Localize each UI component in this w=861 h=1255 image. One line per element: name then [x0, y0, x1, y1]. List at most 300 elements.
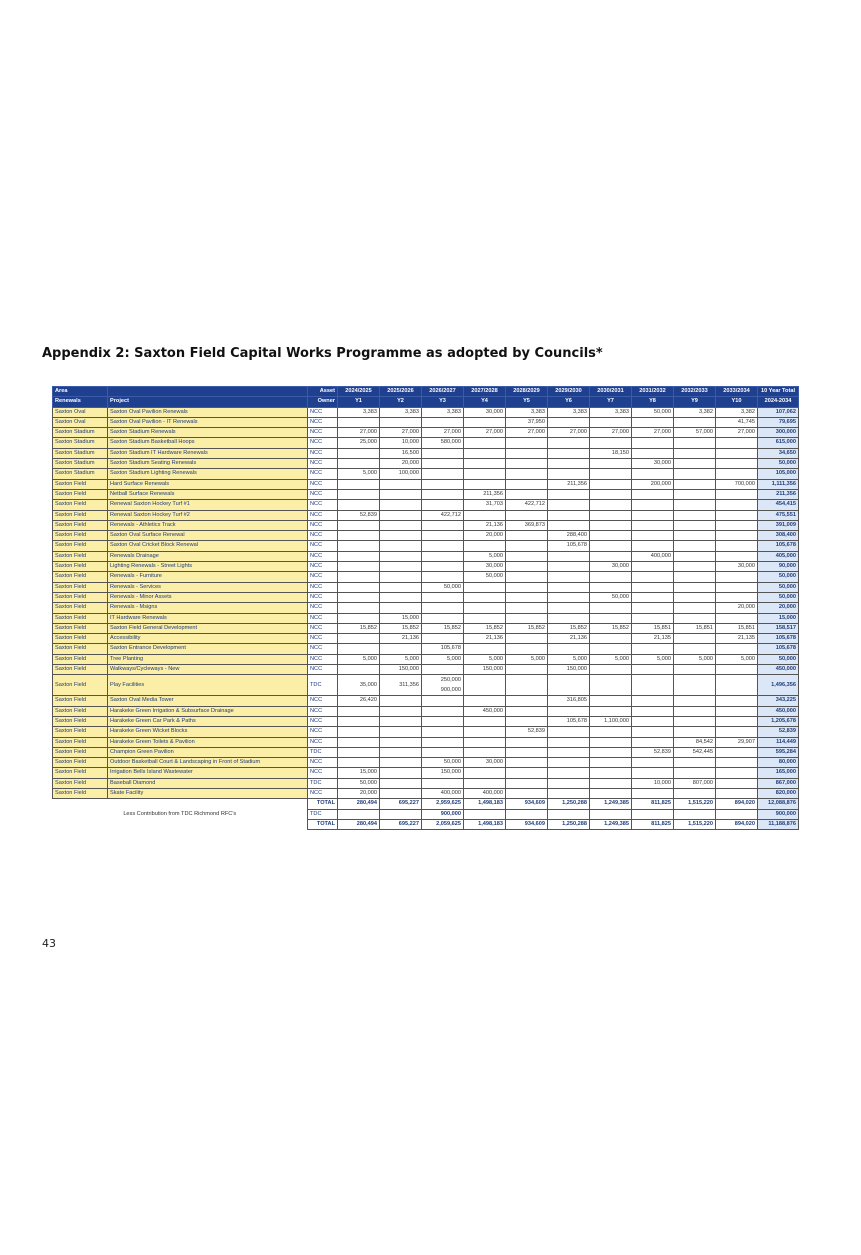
year-value-cell — [590, 758, 632, 768]
year-value-cell: 100,000 — [380, 469, 422, 479]
owner-cell: NCC — [308, 520, 338, 530]
area-cell: Saxton Stadium — [53, 448, 108, 458]
project-cell: Saxton Oval Cricket Block Renewal — [108, 541, 308, 551]
area-cell: Saxton Field — [53, 654, 108, 664]
total-year-value — [716, 809, 758, 819]
year-value-cell — [338, 459, 380, 469]
header-cell: 2024-2034 — [758, 397, 799, 407]
year-value-cell — [464, 510, 506, 520]
year-value-cell — [674, 788, 716, 798]
project-cell: Saxton Oval Pavilion - IT Renewals — [108, 417, 308, 427]
grand-total-value: 900,000 — [758, 809, 799, 819]
total-year-value: 811,825 — [632, 819, 674, 829]
year-value-cell — [422, 417, 464, 427]
total-year-value — [674, 809, 716, 819]
year-value-cell — [548, 603, 590, 613]
year-value-cell — [674, 438, 716, 448]
total-year-value — [632, 809, 674, 819]
year-value-cell — [716, 613, 758, 623]
year-value-cell: 15,852 — [464, 623, 506, 633]
year-value-cell — [590, 582, 632, 592]
year-value-cell — [632, 438, 674, 448]
year-value-cell — [548, 448, 590, 458]
owner-cell: NCC — [308, 459, 338, 469]
year-value-cell — [422, 459, 464, 469]
year-value-cell — [338, 520, 380, 530]
year-value-cell — [380, 562, 422, 572]
row-total-cell: 595,284 — [758, 747, 799, 757]
row-total-cell: 450,000 — [758, 665, 799, 675]
year-value-cell — [464, 747, 506, 757]
header-cell: Asset — [308, 387, 338, 397]
year-value-cell — [590, 469, 632, 479]
total-year-value: 280,494 — [338, 819, 380, 829]
grand-total-value: 12,088,876 — [758, 799, 799, 809]
project-cell: Saxton Oval Pavilion Renewals — [108, 407, 308, 417]
year-value-cell: 3,383 — [338, 407, 380, 417]
year-value-cell — [380, 489, 422, 499]
year-value-cell — [632, 469, 674, 479]
year-value-cell — [632, 768, 674, 778]
year-value-cell — [422, 737, 464, 747]
year-value-cell: 5,000 — [506, 654, 548, 664]
year-value-cell — [422, 489, 464, 499]
header-cell: Y10 — [716, 397, 758, 407]
year-value-cell — [590, 572, 632, 582]
year-value-cell — [548, 788, 590, 798]
table-row — [53, 706, 799, 716]
year-value-cell: 5,000 — [548, 654, 590, 664]
year-value-cell — [632, 562, 674, 572]
year-value-cell — [590, 520, 632, 530]
year-value-cell: 150,000 — [464, 665, 506, 675]
year-value-cell: 27,000 — [716, 428, 758, 438]
year-value-cell: 400,000 — [632, 551, 674, 561]
year-value-cell: 15,851 — [674, 623, 716, 633]
header-cell: Y5 — [506, 397, 548, 407]
grand-total-value: 11,188,876 — [758, 819, 799, 829]
year-value-cell: 15,000 — [380, 613, 422, 623]
table-row — [53, 727, 799, 737]
year-value-cell — [716, 706, 758, 716]
year-value-cell — [422, 500, 464, 510]
year-value-cell — [632, 417, 674, 427]
less-row — [53, 809, 799, 819]
year-value-cell: 29,907 — [716, 737, 758, 747]
owner-cell: NCC — [308, 531, 338, 541]
year-value-cell: 20,000 — [380, 459, 422, 469]
row-total-cell: 1,496,356 — [758, 675, 799, 696]
table-row — [53, 572, 799, 582]
year-value-cell — [380, 758, 422, 768]
header-cell: 2031/2032 — [632, 387, 674, 397]
year-value-cell — [338, 727, 380, 737]
year-value-cell — [380, 716, 422, 726]
year-value-cell: 5,000 — [380, 654, 422, 664]
owner-cell: NCC — [308, 706, 338, 716]
table-row — [53, 747, 799, 757]
year-value-cell — [590, 706, 632, 716]
year-value-cell — [338, 562, 380, 572]
year-value-cell — [548, 510, 590, 520]
table-row — [53, 613, 799, 623]
area-cell: Saxton Field — [53, 500, 108, 510]
year-value-cell — [548, 592, 590, 602]
table-row — [53, 634, 799, 644]
year-value-cell — [422, 448, 464, 458]
year-value-cell: 21,136 — [380, 634, 422, 644]
year-value-cell: 400,000 — [422, 788, 464, 798]
year-value-cell — [338, 572, 380, 582]
year-value-cell — [674, 768, 716, 778]
year-value-cell — [506, 737, 548, 747]
year-value-cell: 5,000 — [590, 654, 632, 664]
year-value-cell: 30,000 — [464, 562, 506, 572]
year-value-cell — [506, 706, 548, 716]
project-cell: Renewals - Services — [108, 582, 308, 592]
year-value-cell: 3,382 — [674, 407, 716, 417]
project-cell: Irrigation Bells Island Wastewater — [108, 768, 308, 778]
year-value-line: 900,000 — [440, 687, 461, 694]
year-value-cell — [380, 551, 422, 561]
year-value-cell: 27,000 — [422, 428, 464, 438]
table-row — [53, 768, 799, 778]
owner-cell: NCC — [308, 768, 338, 778]
area-cell: Saxton Field — [53, 696, 108, 706]
year-value-cell — [632, 510, 674, 520]
year-value-cell — [674, 572, 716, 582]
total-year-value: 280,494 — [338, 799, 380, 809]
year-value-cell — [548, 500, 590, 510]
row-total-cell: 105,678 — [758, 541, 799, 551]
year-value-cell — [506, 531, 548, 541]
total-year-value — [548, 809, 590, 819]
header-cell — [108, 387, 308, 397]
year-value-cell: 288,400 — [548, 531, 590, 541]
year-value-cell: 150,000 — [548, 665, 590, 675]
year-value-cell — [590, 500, 632, 510]
owner-cell: TDC — [308, 675, 338, 696]
year-value-cell — [338, 644, 380, 654]
year-value-cell — [716, 541, 758, 551]
area-cell: Saxton Field — [53, 531, 108, 541]
year-value-cell — [464, 541, 506, 551]
year-value-cell: 15,852 — [506, 623, 548, 633]
year-value-cell — [464, 592, 506, 602]
area-cell: Saxton Field — [53, 788, 108, 798]
table-row — [53, 758, 799, 768]
year-value-cell — [506, 572, 548, 582]
year-value-cell — [716, 644, 758, 654]
total-year-value: 1,249,385 — [590, 799, 632, 809]
year-value-cell: 15,851 — [632, 623, 674, 633]
area-cell: Saxton Oval — [53, 407, 108, 417]
project-cell: Saxton Stadium Seating Renewals — [108, 459, 308, 469]
year-value-cell: 5,000 — [422, 654, 464, 664]
owner-cell: NCC — [308, 510, 338, 520]
row-total-cell: 52,839 — [758, 727, 799, 737]
year-value-cell — [590, 510, 632, 520]
year-value-cell — [590, 788, 632, 798]
row-total-cell: 50,000 — [758, 459, 799, 469]
year-value-cell: 30,000 — [464, 407, 506, 417]
table-body — [53, 407, 799, 830]
table-row — [53, 520, 799, 530]
year-value-cell — [422, 665, 464, 675]
table-row — [53, 603, 799, 613]
year-value-cell: 211,356 — [548, 479, 590, 489]
total-year-value: 1,250,288 — [548, 819, 590, 829]
row-total-cell: 50,000 — [758, 582, 799, 592]
total-year-value — [506, 809, 548, 819]
year-value-cell — [338, 531, 380, 541]
year-value-cell — [716, 531, 758, 541]
year-value-cell — [380, 582, 422, 592]
header-cell: Y9 — [674, 397, 716, 407]
year-value-cell — [548, 747, 590, 757]
year-value-cell — [590, 696, 632, 706]
year-value-cell — [716, 520, 758, 530]
header-cell: Project — [108, 397, 308, 407]
year-value-cell — [548, 551, 590, 561]
owner-cell: NCC — [308, 623, 338, 633]
year-value-cell — [338, 634, 380, 644]
year-value-cell — [590, 768, 632, 778]
year-value-cell — [422, 531, 464, 541]
row-total-cell: 211,356 — [758, 489, 799, 499]
year-value-cell — [716, 696, 758, 706]
total-year-value — [380, 809, 422, 819]
year-value-cell — [590, 737, 632, 747]
year-value-cell — [632, 788, 674, 798]
year-value-cell — [548, 737, 590, 747]
owner-cell: NCC — [308, 562, 338, 572]
year-value-cell — [548, 758, 590, 768]
year-value-cell — [506, 489, 548, 499]
year-value-cell — [506, 758, 548, 768]
total-year-value: 695,227 — [380, 819, 422, 829]
page-number: 43 — [42, 937, 56, 950]
year-value-cell — [506, 675, 548, 696]
year-value-cell: 3,383 — [422, 407, 464, 417]
year-value-cell — [590, 675, 632, 696]
table-row — [53, 500, 799, 510]
year-value-cell — [380, 706, 422, 716]
area-cell: Saxton Field — [53, 582, 108, 592]
year-value-cell — [632, 644, 674, 654]
page-heading: Appendix 2: Saxton Field Capital Works Programme as adopted by Councils* — [42, 346, 603, 361]
year-value-cell — [338, 541, 380, 551]
year-value-cell — [716, 778, 758, 788]
header-cell: 2030/2031 — [590, 387, 632, 397]
row-total-cell: 1,205,678 — [758, 716, 799, 726]
project-cell: Saxton Field General Development — [108, 623, 308, 633]
year-value-cell — [674, 644, 716, 654]
total-year-value: 900,000 — [422, 809, 464, 819]
year-value-cell — [632, 448, 674, 458]
year-value-cell — [716, 788, 758, 798]
year-value-cell — [632, 706, 674, 716]
total-year-value — [338, 809, 380, 819]
project-cell: Saxton Stadium Lighting Renewals — [108, 469, 308, 479]
year-value-cell — [716, 747, 758, 757]
year-value-cell — [674, 520, 716, 530]
owner-cell: NCC — [308, 479, 338, 489]
year-value-cell — [380, 479, 422, 489]
year-value-cell: 25,000 — [338, 438, 380, 448]
year-value-cell — [422, 716, 464, 726]
year-value-cell — [590, 644, 632, 654]
year-value-cell — [464, 582, 506, 592]
area-cell: Saxton Field — [53, 727, 108, 737]
year-value-cell: 50,000 — [464, 572, 506, 582]
year-value-cell: 422,712 — [506, 500, 548, 510]
year-value-cell — [422, 613, 464, 623]
owner-cell: NCC — [308, 654, 338, 664]
owner-cell: TDC — [308, 747, 338, 757]
year-value-cell: 27,000 — [380, 428, 422, 438]
year-value-cell: 15,852 — [338, 623, 380, 633]
area-cell: Saxton Stadium — [53, 469, 108, 479]
year-value-cell — [548, 727, 590, 737]
year-value-cell: 3,383 — [548, 407, 590, 417]
row-total-cell: 308,400 — [758, 531, 799, 541]
total-year-value — [464, 809, 506, 819]
project-cell: Saxton Stadium Basketball Hoops — [108, 438, 308, 448]
year-value-cell — [506, 448, 548, 458]
year-value-cell — [632, 613, 674, 623]
area-cell: Saxton Field — [53, 623, 108, 633]
year-value-cell — [338, 758, 380, 768]
year-value-cell — [422, 562, 464, 572]
year-value-cell — [506, 551, 548, 561]
table-row — [53, 551, 799, 561]
year-value-cell: 26,420 — [338, 696, 380, 706]
header-cell: Renewals — [53, 397, 108, 407]
year-value-cell — [674, 448, 716, 458]
area-cell: Saxton Field — [53, 737, 108, 747]
year-value-cell — [674, 469, 716, 479]
owner-cell: NCC — [308, 603, 338, 613]
year-value-cell — [380, 737, 422, 747]
year-value-cell — [716, 438, 758, 448]
table-row — [53, 479, 799, 489]
year-value-cell — [716, 675, 758, 696]
total-year-value: 1,250,288 — [548, 799, 590, 809]
year-value-cell — [674, 489, 716, 499]
year-value-cell: 450,000 — [464, 706, 506, 716]
project-cell: Tree Planting — [108, 654, 308, 664]
area-cell: Saxton Field — [53, 572, 108, 582]
year-value-cell — [632, 716, 674, 726]
area-cell: Saxton Field — [53, 716, 108, 726]
row-total-cell: 80,000 — [758, 758, 799, 768]
year-value-cell — [632, 675, 674, 696]
row-total-cell: 165,000 — [758, 768, 799, 778]
row-total-cell: 1,111,356 — [758, 479, 799, 489]
year-value-cell: 5,000 — [632, 654, 674, 664]
project-cell: Renewal Saxton Hockey Turf #1 — [108, 500, 308, 510]
owner-cell: NCC — [308, 727, 338, 737]
project-cell: Harakeke Green Wicket Blocks — [108, 727, 308, 737]
year-value-cell: 27,000 — [464, 428, 506, 438]
owner-cell: NCC — [308, 407, 338, 417]
year-value-cell — [422, 706, 464, 716]
table-row — [53, 716, 799, 726]
row-total-cell: 79,695 — [758, 417, 799, 427]
table-row — [53, 654, 799, 664]
year-value-cell — [674, 634, 716, 644]
year-value-cell — [548, 520, 590, 530]
total-year-value: 2,959,625 — [422, 799, 464, 809]
year-value-cell — [506, 613, 548, 623]
year-value-cell: 20,000 — [464, 531, 506, 541]
area-cell: Saxton Field — [53, 768, 108, 778]
year-value-cell: 311,356 — [380, 675, 422, 696]
year-value-cell — [380, 747, 422, 757]
year-value-cell: 52,839 — [338, 510, 380, 520]
owner-cell: NCC — [308, 788, 338, 798]
year-value-cell — [632, 489, 674, 499]
year-value-cell: 20,000 — [716, 603, 758, 613]
row-total-cell: 820,000 — [758, 788, 799, 798]
header-cell: Y3 — [422, 397, 464, 407]
year-value-cell — [338, 665, 380, 675]
row-total-cell: 450,000 — [758, 706, 799, 716]
year-value-cell: 52,839 — [632, 747, 674, 757]
year-value-cell — [632, 592, 674, 602]
year-value-cell — [674, 541, 716, 551]
year-value-cell — [632, 727, 674, 737]
year-value-cell: 50,000 — [338, 778, 380, 788]
year-value-cell: 21,135 — [716, 634, 758, 644]
year-value-cell: 41,745 — [716, 417, 758, 427]
capital-works-table — [52, 386, 799, 830]
year-value-cell: 105,678 — [422, 644, 464, 654]
year-value-cell: 3,383 — [590, 407, 632, 417]
area-cell: Saxton Field — [53, 747, 108, 757]
area-cell: Saxton Field — [53, 758, 108, 768]
year-value-cell — [632, 603, 674, 613]
year-value-cell — [464, 459, 506, 469]
row-total-cell: 391,009 — [758, 520, 799, 530]
project-cell: Harakeke Green Car Park & Paths — [108, 716, 308, 726]
year-value-cell: 21,136 — [464, 634, 506, 644]
year-value-cell — [338, 706, 380, 716]
header-cell: Y4 — [464, 397, 506, 407]
project-cell: IT Hardware Renewals — [108, 613, 308, 623]
year-value-cell — [422, 592, 464, 602]
row-total-cell: 158,517 — [758, 623, 799, 633]
year-value-cell — [590, 541, 632, 551]
area-cell: Saxton Field — [53, 551, 108, 561]
total-year-value: 1,249,385 — [590, 819, 632, 829]
year-value-cell — [506, 634, 548, 644]
area-cell: Saxton Field — [53, 706, 108, 716]
year-value-cell: 200,000 — [632, 479, 674, 489]
owner-cell: TDC — [308, 809, 338, 819]
year-value-cell — [422, 551, 464, 561]
area-cell: Saxton Oval — [53, 417, 108, 427]
year-value-cell: 5,000 — [464, 551, 506, 561]
table-row — [53, 417, 799, 427]
area-cell: Saxton Field — [53, 479, 108, 489]
area-cell: Saxton Field — [53, 778, 108, 788]
header-row-bottom — [53, 397, 799, 407]
year-value-cell — [590, 417, 632, 427]
table-row — [53, 448, 799, 458]
year-value-cell — [380, 541, 422, 551]
